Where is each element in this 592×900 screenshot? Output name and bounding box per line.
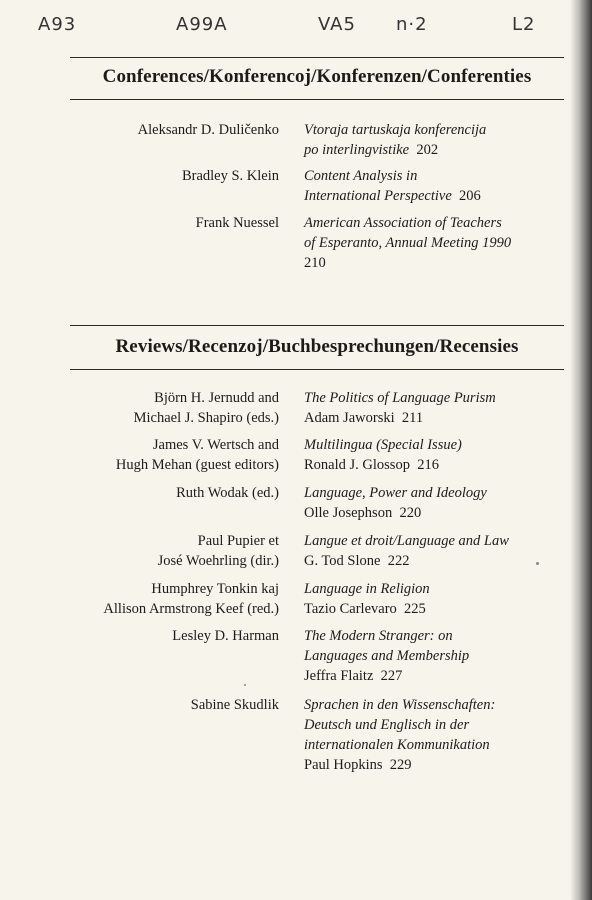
- reviewer: G. Tod Slone: [304, 553, 381, 569]
- page-number: 227: [380, 668, 403, 684]
- reviewer: Olle Josephson: [304, 505, 393, 521]
- section-rule: [70, 325, 564, 326]
- section-rule: [70, 99, 564, 100]
- entry-work: The Modern Stranger: on Languages and Membership Jeffra Flaitz 227: [304, 628, 470, 684]
- entry-author: Björn H. Jernudd and Michael J. Shapiro (eds.): [133, 390, 279, 426]
- paper-speck: [244, 684, 246, 686]
- entry-work: Sprachen in den Wissenschaften: Deutsch und Englisch in der internationalen Kommunikation Paul Hopkins 229: [304, 697, 496, 773]
- section-rule: [70, 369, 564, 370]
- entry-author: Ruth Wodak (ed.): [176, 485, 279, 501]
- page-number: 206: [459, 188, 481, 204]
- entry-author: Humphrey Tonkin kaj Allison Armstrong Keef (red.): [103, 581, 279, 617]
- handwritten-note: VA5: [318, 14, 356, 35]
- page-number: 210: [304, 255, 326, 271]
- page-number: 229: [389, 757, 412, 773]
- entry-author: Frank Nuessel: [195, 215, 279, 231]
- page-number: 211: [401, 410, 424, 426]
- entry-work: Language, Power and Ideology Olle Josephson 220: [304, 485, 487, 521]
- entry-author: Bradley S. Klein: [181, 168, 279, 184]
- entry-work: The Politics of Language Purism Adam Jaworski 211: [304, 390, 496, 426]
- section-rule: [70, 57, 564, 58]
- page-number: 222: [387, 553, 410, 569]
- entry-author: James V. Wertsch and Hugh Mehan (guest editors): [115, 437, 279, 473]
- entry-work: Content Analysis in International Perspective 206: [304, 168, 481, 204]
- handwritten-note: n·2: [396, 14, 428, 35]
- entry-work: Language in Religion Tazio Carlevaro 225: [304, 581, 430, 617]
- entry-work: Vtoraja tartuskaja konferencija po interlingvistike 202: [304, 122, 487, 158]
- entry-author: Sabine Skudlik: [190, 697, 279, 713]
- binding-gutter-shadow: [570, 0, 592, 900]
- page-number: 216: [417, 457, 439, 473]
- handwritten-note: A93: [38, 14, 77, 35]
- handwritten-note: L2: [512, 14, 536, 35]
- reviewer: Paul Hopkins: [304, 757, 383, 773]
- entry-work: Langue et droit/Language and Law G. Tod Slone 222: [304, 533, 509, 569]
- entry-author: Paul Pupier et José Woehrling (dir.): [157, 533, 279, 569]
- entry-author: Aleksandr D. Duličenko: [137, 122, 279, 138]
- reviewer: Adam Jaworski: [304, 410, 395, 426]
- reviewer: Ronald J. Glossop: [304, 457, 410, 473]
- reviewer: Jeffra Flaitz: [304, 668, 374, 684]
- page-number: 220: [399, 505, 422, 521]
- entry-author: Lesley D. Harman: [172, 628, 279, 644]
- entry-work: American Association of Teachers of Esperanto, Annual Meeting 1990 210: [304, 213, 564, 273]
- section-title-conferences: Conferences/Konferencoj/Konferenzen/Conferenties: [102, 66, 532, 87]
- section-title-reviews: Reviews/Recenzoj/Buchbesprechungen/Recensies: [115, 336, 519, 357]
- page-number: 225: [404, 601, 426, 617]
- page-number: 202: [416, 142, 439, 158]
- handwritten-note: A99A: [176, 14, 228, 35]
- entry-work: Multilingua (Special Issue) Ronald J. Glossop 216: [304, 437, 462, 473]
- reviewer: Tazio Carlevaro: [304, 601, 397, 617]
- paper-speck: [536, 562, 539, 565]
